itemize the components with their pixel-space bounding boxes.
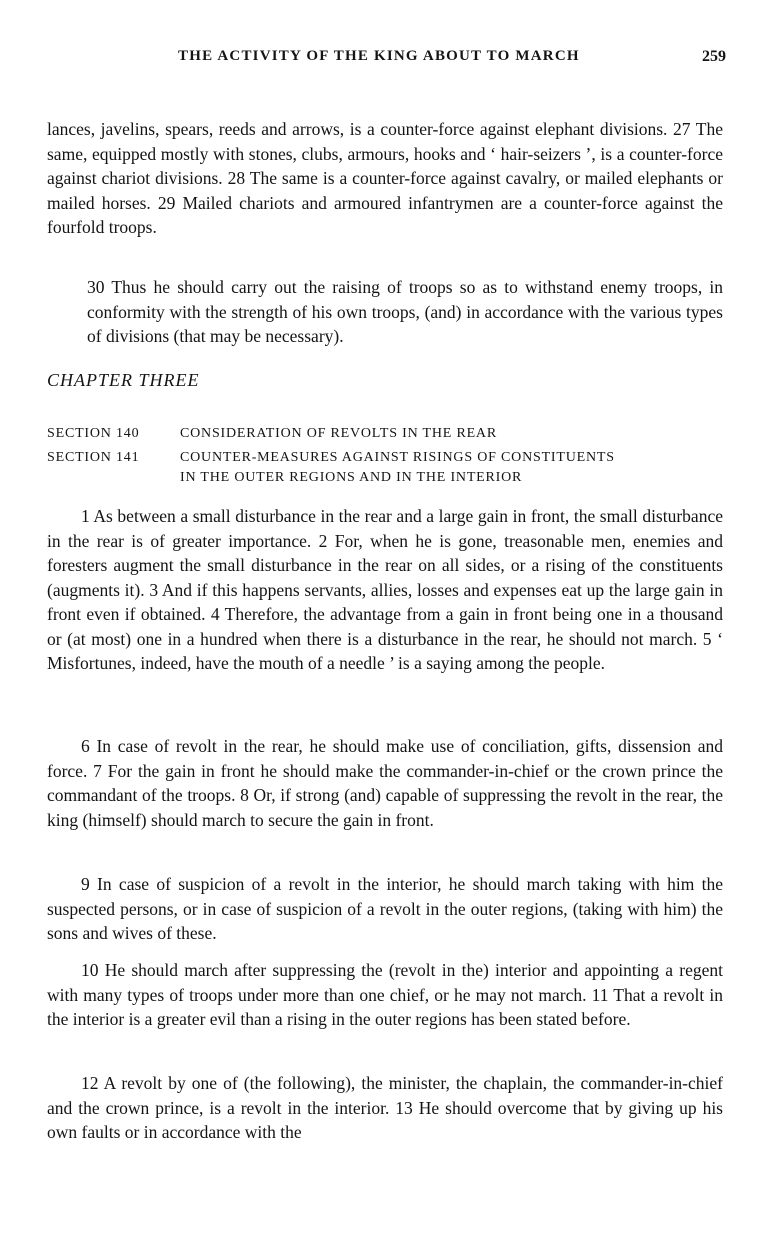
running-head-title: THE ACTIVITY OF THE KING ABOUT TO MARCH (178, 48, 580, 64)
page-number: 259 (702, 48, 726, 65)
paragraph-12: 12 A revolt by one of (the following), the minister, the chaplain, the commander-in-chief and the crown prince, is a revolt in the interior. 13 He should overcome that by giving up his own faults or in accordance with the (47, 1073, 723, 1142)
chapter-heading: CHAPTER THREE (47, 370, 200, 390)
section-title-line-1: COUNTER-MEASURES AGAINST RISINGS OF CONSTITUENTS (180, 450, 615, 465)
paragraph-continued: lances, javelins, spears, reeds and arrows, is a counter-force against elephant divisions. 27 The same, equipped mostly with stones, clubs, armours, hooks and ‘ hair-seizers ’, is a counter-force against chariot divisions. 28 The same is a counter-force against cavalry, or mailed elephants or mailed horses. 29 Mailed chariots and armoured infantrymen are a counter-force against the fourfold troops. (47, 119, 723, 237)
paragraph-9: 9 In case of suspicion of a revolt in the interior, he should march taking with him the suspected persons, or in case of suspicion of a revolt in the outer regions, (taking with him) the sons and wives of these. (47, 874, 723, 943)
paragraph-10: 10 He should march after suppressing the (revolt in the) interior and appointing a regent with many types of troops under more than one chief, or he may not march. 11 That a revolt in the interior is a greater evil than a rising in the outer regions has been stated before. (47, 960, 723, 1029)
section-label: SECTION 141 (47, 450, 140, 465)
section-title (180, 448, 725, 488)
running-head (178, 48, 726, 72)
paragraph-1: 1 As between a small disturbance in the rear and a large gain in front, the small disturbance in the rear is of greater importance. 2 For, when he is gone, treasonable men, enemies and foresters augment the small disturbance in the rear on all sides, or a rising of the constituents (augments it). 3 And if this happens servants, allies, losses and expenses eat up the large gain in front even if obtained. 4 Therefore, the advantage from a gain in front being one in a thousand or (at most) one in a hundred when there is a disturbance in the rear, he should not march. 5 ‘ Misfortunes, indeed, have the mouth of a needle ’ is a saying among the people. (47, 506, 723, 673)
paragraph-6: 6 In case of revolt in the rear, he should make use of conciliation, gifts, dissension and force. 7 For the gain in front he should make the commander-in-chief or the crown prince the commandant of the troops. 8 Or, if strong (and) capable of suppressing the revolt in the rear, the king (himself) should march to secure the gain in front. (47, 736, 723, 830)
section-title: CONSIDERATION OF REVOLTS IN THE REAR (180, 426, 497, 441)
section-title-line-2: IN THE OUTER REGIONS AND IN THE INTERIOR (180, 470, 523, 485)
paragraph-30: 30 Thus he should carry out the raising of troops so as to withstand enemy troops, in conformity with the strength of his own troops, (and) in accordance with the various types of divisions (that may be necessary). (87, 277, 723, 346)
section-label: SECTION 140 (47, 426, 140, 441)
